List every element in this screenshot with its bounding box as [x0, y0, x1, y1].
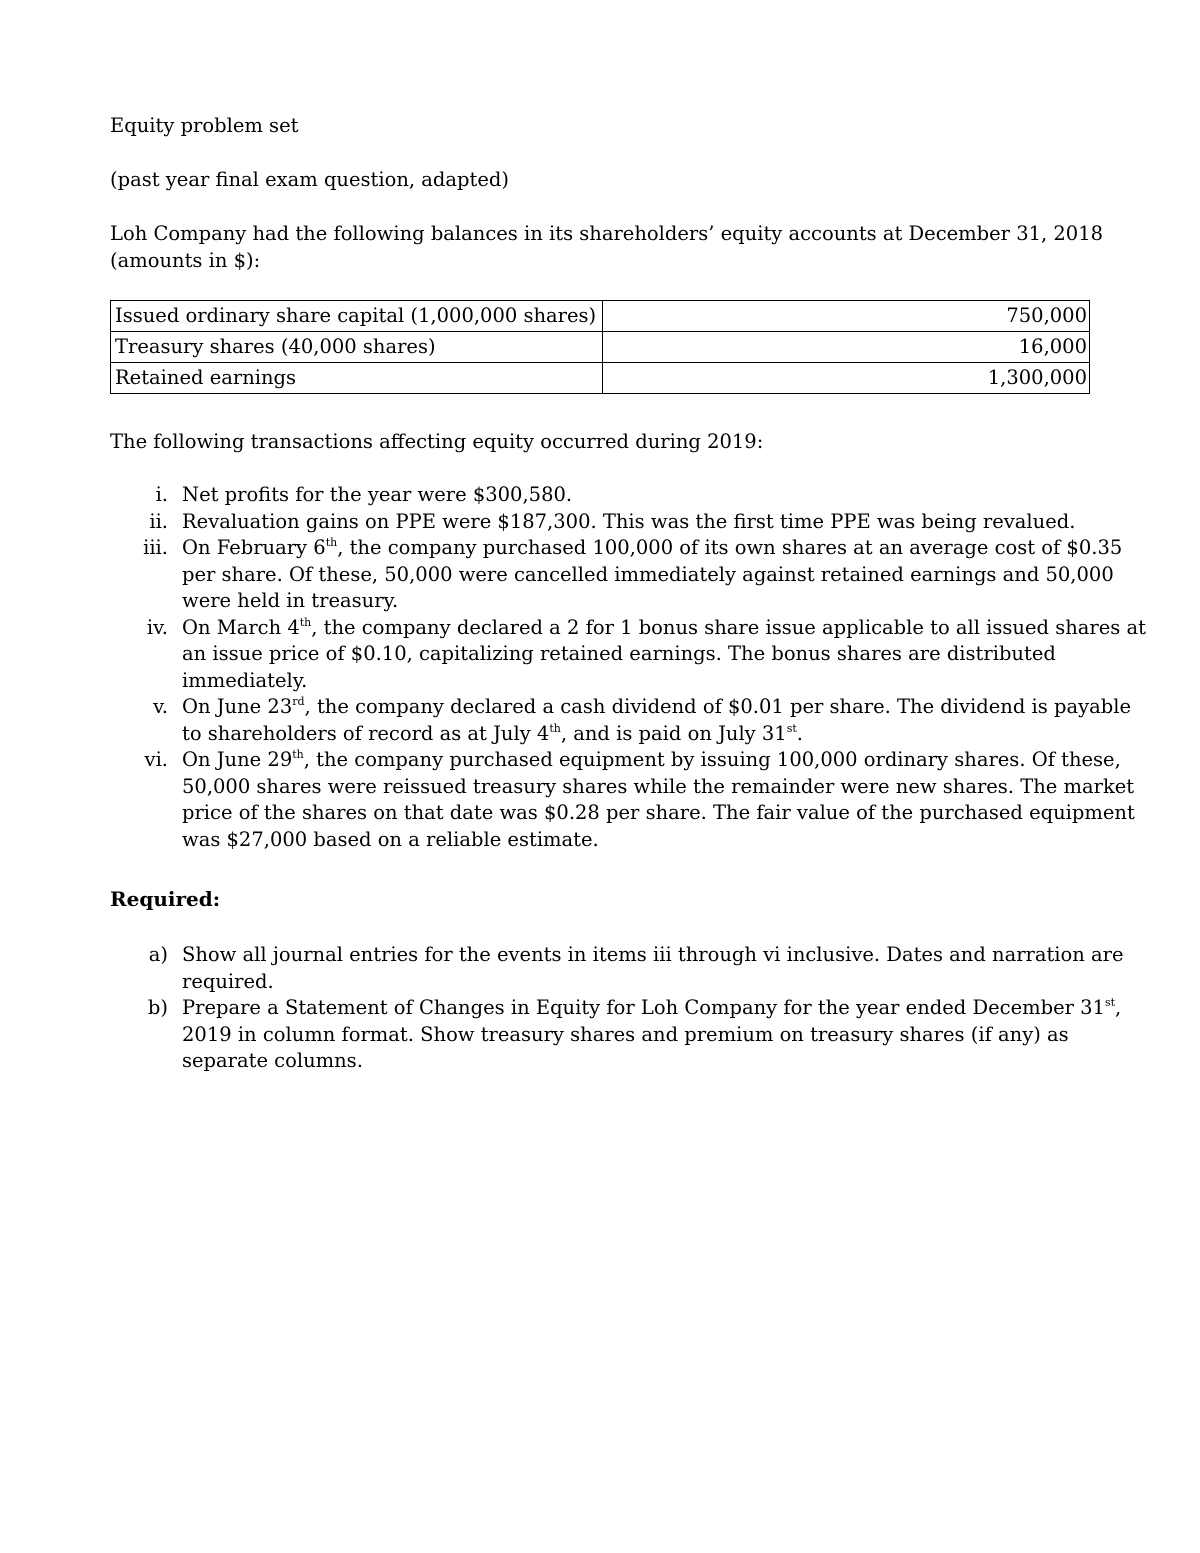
line-text: , and is paid on July 31 [560, 721, 787, 745]
list-item-line: required. [182, 969, 274, 993]
list-item-line: per share. Of these, 50,000 were cancelled immediately against retained earnings and 50,000 [182, 562, 1114, 586]
list-item [110, 747, 1135, 853]
transactions-intro: The following transactions affecting equity occurred during 2019: [110, 430, 764, 453]
document-title: Equity problem set [110, 114, 299, 137]
list-item-line [182, 694, 1131, 721]
required-heading: Required: [110, 887, 221, 911]
line-text: , the company declared a cash dividend of $0.01 per share. The dividend is payable [304, 695, 1131, 718]
list-item-line: 50,000 shares were reissued treasury shares while the remainder were new shares. The market [182, 774, 1135, 798]
list-item [110, 482, 1100, 509]
ordinal-suffix: st [786, 721, 797, 735]
list-item [110, 509, 1100, 536]
intro-line: (amounts in $): [110, 249, 261, 272]
list-item-line: an issue price of $0.10, capitalizing retained earnings. The bonus shares are distributed [182, 642, 1056, 665]
list-item-line: were held in treasury. [182, 589, 399, 612]
list-item-line: price of the shares on that date was $0.28 per share. The fair value of the purchased equipment [182, 801, 1135, 824]
line-text: , the company declared a 2 for 1 bonus share issue applicable to all issued shares at [311, 615, 1146, 639]
list-item-line [182, 535, 1123, 562]
list-item-line: was $27,000 based on a reliable estimate. [182, 827, 599, 851]
line-text: On June 29 [182, 748, 293, 771]
line-text: Prepare a Statement of Changes in Equity for Loh Company for the year ended December 31 [182, 996, 1105, 1019]
requirements-list [110, 942, 1124, 1075]
ordinal-suffix: th [292, 748, 304, 761]
list-item-number: a) [148, 943, 168, 966]
balance-amount: 750,000 [603, 301, 1090, 332]
line-text: On February 6 [182, 536, 326, 559]
ordinal-suffix: th [325, 536, 338, 549]
list-item-number: v. [153, 695, 168, 718]
ordinal-suffix: th [299, 615, 312, 629]
line-text: to shareholders of record as at July 4 [182, 721, 550, 745]
list-item-line [182, 721, 1100, 748]
list-item-line [182, 615, 1146, 642]
list-item-number: vi. [144, 748, 168, 771]
table-row [111, 301, 1090, 332]
table-row [111, 363, 1090, 394]
list-item-line: 2019 in column format. Show treasury shares and premium on treasury shares (if any) as [182, 1022, 1069, 1046]
list-item-number: iv. [146, 615, 168, 639]
table-row [111, 332, 1090, 363]
list-item [110, 694, 1131, 747]
document-subtitle: (past year final exam question, adapted) [110, 168, 509, 191]
balances-table [110, 300, 1090, 394]
list-item-line: Show all journal entries for the events in items iii through vi inclusive. Dates and narration are [182, 943, 1124, 966]
balance-label: Issued ordinary share capital (1,000,000 shares) [111, 301, 603, 332]
list-item-number: b) [147, 996, 168, 1019]
list-item [110, 535, 1123, 615]
list-item-line: immediately. [182, 668, 308, 692]
list-item-number: ii. [149, 509, 168, 533]
intro-line: Loh Company had the following balances in its shareholders’ equity accounts at December 31, 2018 [110, 222, 1104, 245]
list-item-line: Revaluation gains on PPE were $187,300. This was the first time PPE was being revalued. [182, 509, 1076, 533]
list-item [110, 615, 1146, 695]
balance-label: Retained earnings [111, 363, 603, 394]
transactions-list [110, 482, 1146, 853]
list-item-number: iii. [143, 536, 168, 559]
line-text: , the company purchased 100,000 of its own shares at an average cost of $0.35 [337, 536, 1123, 559]
line-text: On June 23 [182, 695, 293, 718]
ordinal-suffix: st [1104, 996, 1116, 1009]
balance-amount: 1,300,000 [603, 363, 1090, 394]
list-item-line [182, 747, 1121, 774]
line-text: , the company purchased equipment by issuing 100,000 ordinary shares. Of these, [303, 748, 1121, 771]
list-item [110, 942, 1124, 995]
line-text: . [796, 721, 803, 745]
balance-amount: 16,000 [603, 332, 1090, 363]
ordinal-suffix: th [549, 721, 561, 735]
list-item-line [182, 995, 1122, 1022]
intro-paragraph [110, 220, 1104, 274]
list-item [110, 995, 1122, 1075]
balance-label: Treasury shares (40,000 shares) [111, 332, 603, 363]
ordinal-suffix: rd [292, 695, 305, 708]
list-item-line: separate columns. [182, 1049, 363, 1072]
list-item-line: Net profits for the year were $300,580. [182, 483, 573, 506]
line-text: , [1115, 996, 1122, 1019]
line-text: On March 4 [182, 615, 300, 639]
list-item-number: i. [155, 483, 168, 506]
